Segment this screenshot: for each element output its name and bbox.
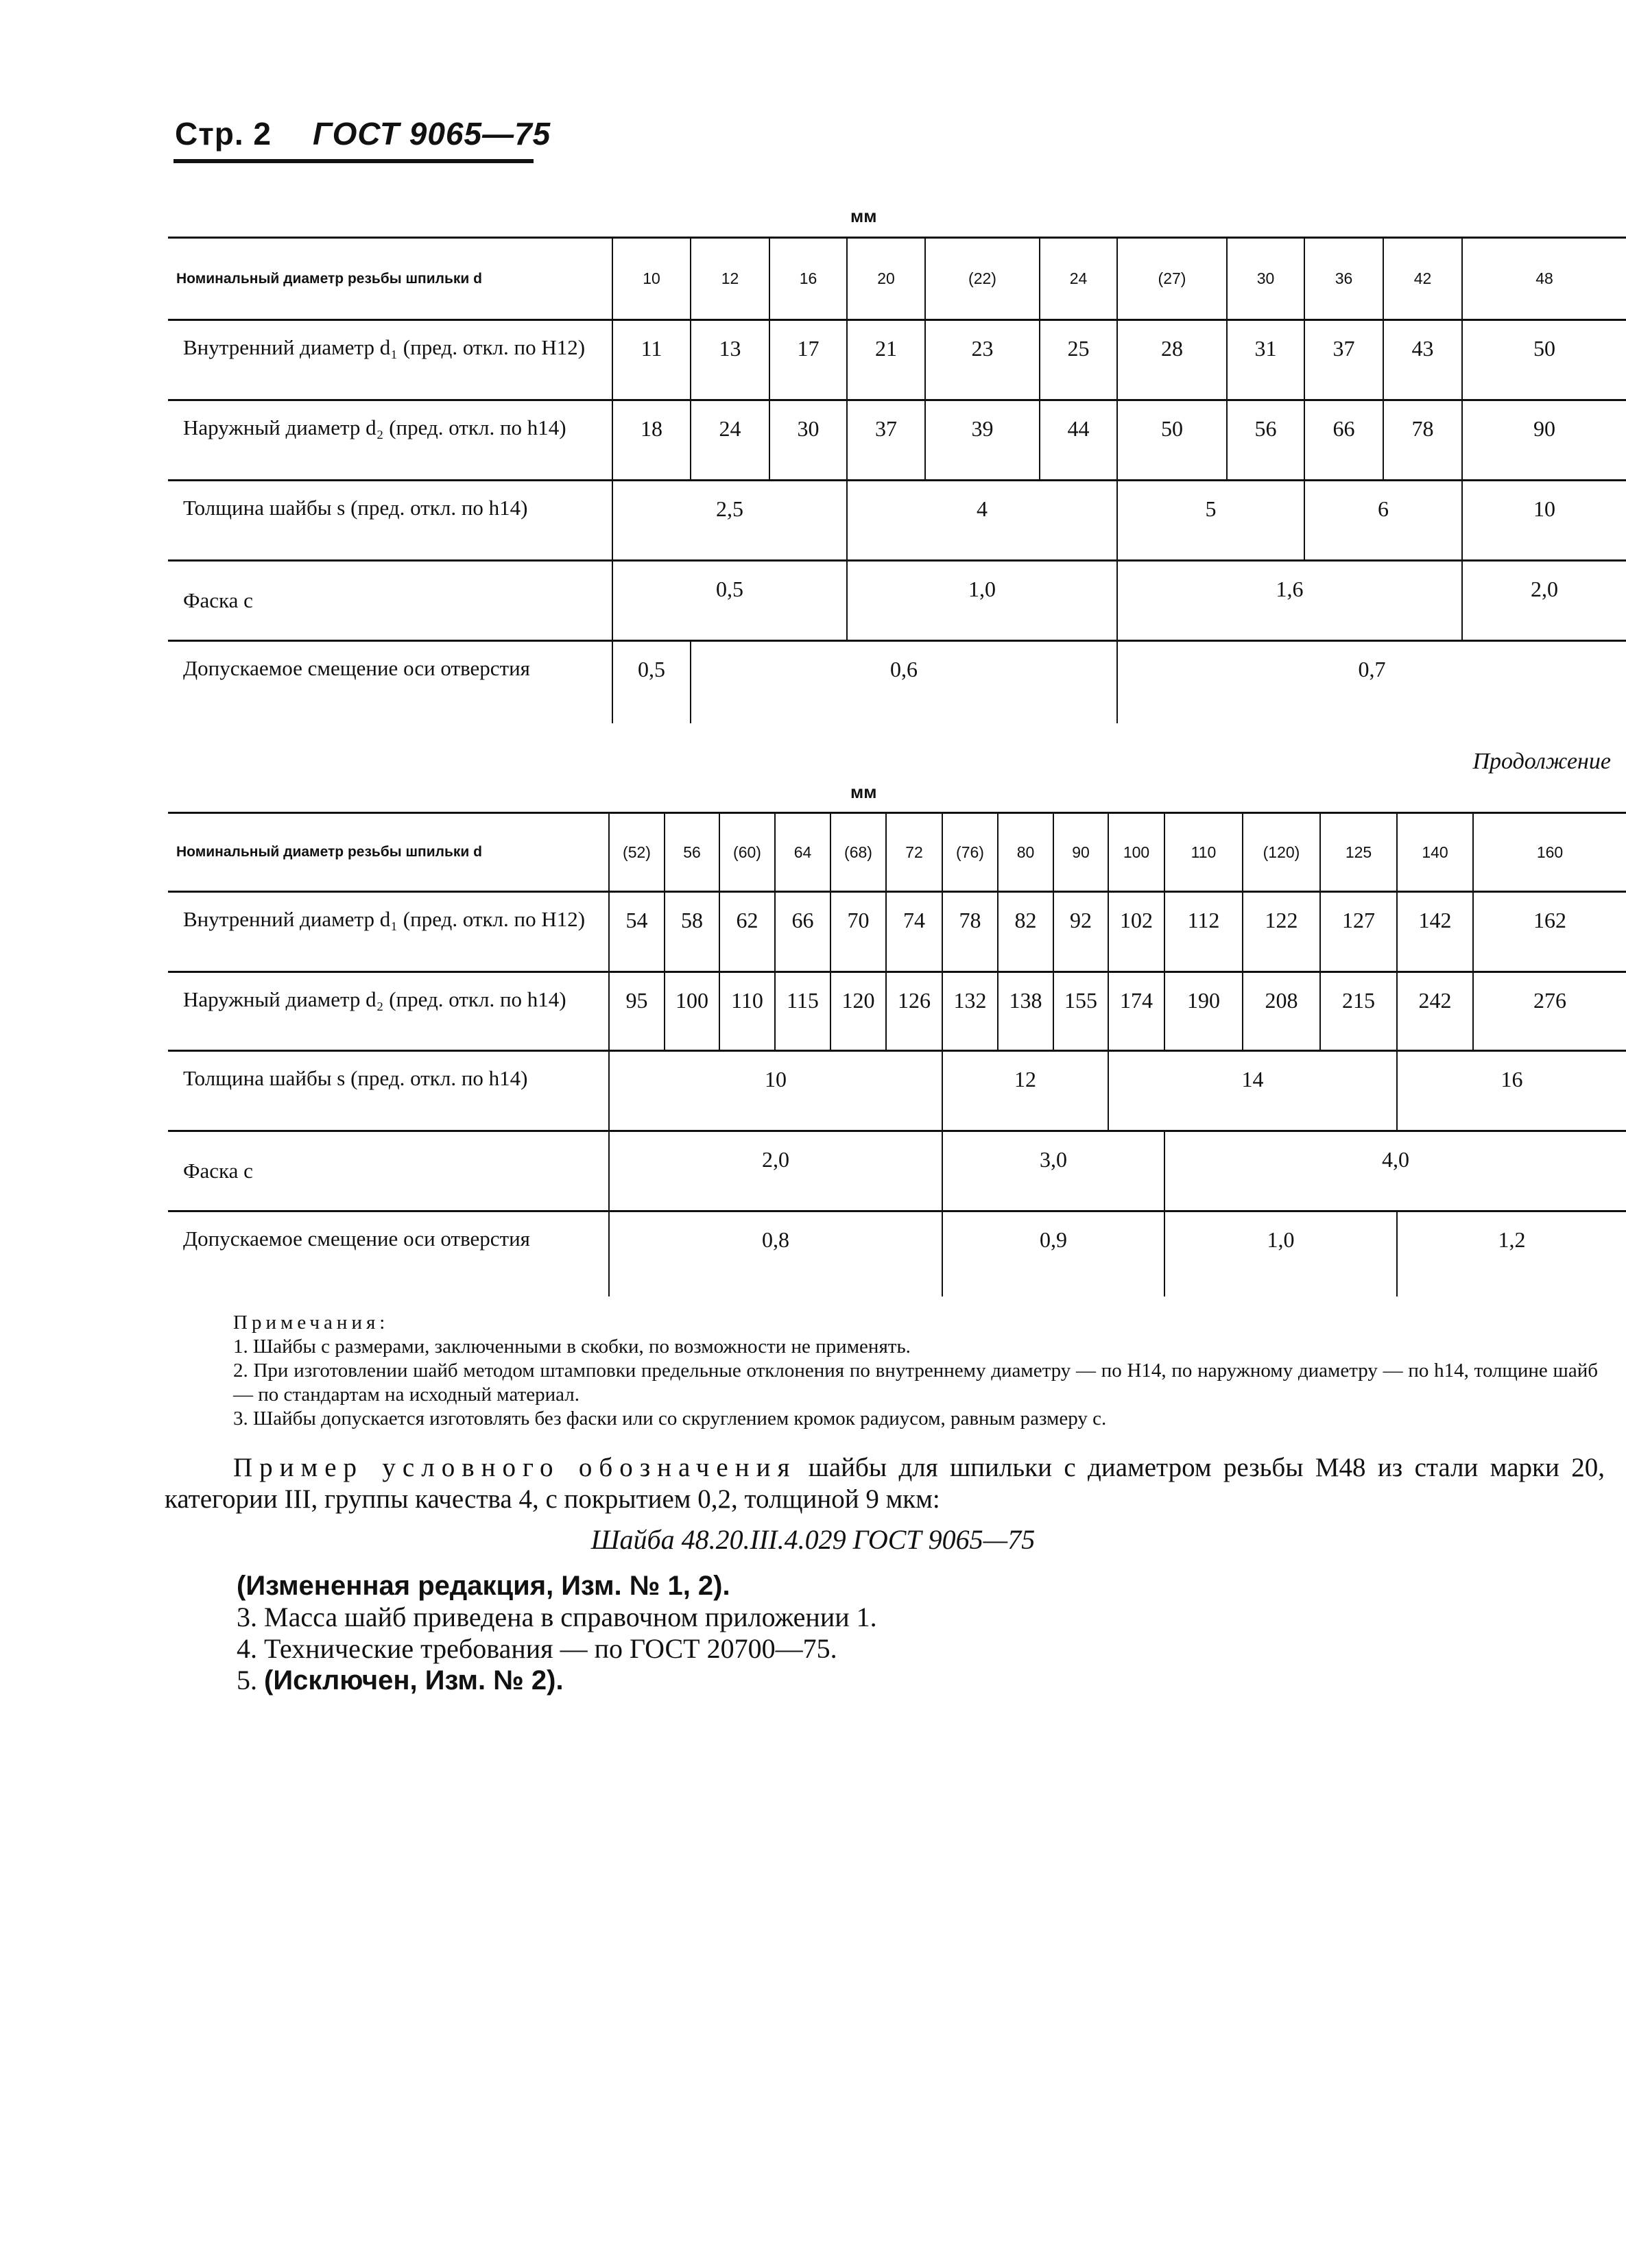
value-cell: 10 bbox=[1462, 481, 1626, 561]
row-label: Допускаемое смещение оси отверстия bbox=[183, 1227, 530, 1251]
diameter-cell: (60) bbox=[719, 813, 775, 892]
continued-label: Продолжение bbox=[1472, 749, 1611, 774]
value-cell: 78 bbox=[1383, 400, 1462, 481]
value-cell: 78 bbox=[942, 892, 998, 972]
value-cell: 6 bbox=[1304, 481, 1462, 561]
diameter-cell: 160 bbox=[1473, 813, 1626, 892]
value-cell: 14 bbox=[1108, 1051, 1397, 1131]
diameter-cell: (120) bbox=[1243, 813, 1320, 892]
value-cell: 37 bbox=[1304, 320, 1383, 400]
value-cell: 30 bbox=[769, 400, 847, 481]
diameter-cell: 140 bbox=[1397, 813, 1473, 892]
diameter-cell: 12 bbox=[691, 238, 769, 320]
value-cell: 12 bbox=[942, 1051, 1108, 1131]
value-cell: 208 bbox=[1243, 972, 1320, 1051]
table2-unit: мм bbox=[850, 782, 877, 802]
row-label: Наружный диаметр d₂ (пред. откл. по h14) bbox=[168, 400, 612, 481]
value-cell: 0,8 bbox=[609, 1211, 942, 1296]
value-cell: 2,0 bbox=[609, 1131, 942, 1211]
note-item: 1. Шайбы с размерами, заключенными в скобки, по возможности не применять. bbox=[233, 1336, 911, 1358]
value-cell: 0,5 bbox=[612, 561, 847, 641]
diameter-cell: 80 bbox=[998, 813, 1053, 892]
example-text: шайбы для шпильки с диаметром резьбы M48 из стали марки 20, категории III, группы качества 4, с покрытием 0,2, толщиной 9 мкм: bbox=[165, 1453, 1605, 1514]
diameter-cell: 72 bbox=[886, 813, 942, 892]
diameter-cell: (52) bbox=[609, 813, 665, 892]
value-cell: 1,2 bbox=[1397, 1211, 1626, 1296]
notes-title: Примечания: bbox=[233, 1312, 390, 1334]
diameter-cell: 42 bbox=[1383, 238, 1462, 320]
value-cell: 215 bbox=[1320, 972, 1397, 1051]
value-cell: 155 bbox=[1053, 972, 1108, 1051]
table-row bbox=[168, 1131, 1626, 1211]
diameter-cell: 16 bbox=[769, 238, 847, 320]
note-item-text: 2. При изготовлении шайб методом штамповки предельные отклонения по внутреннему диаметру — по H14, по наружному диаметру — по h14, толщине шайб — по стандартам на исходный материал. bbox=[233, 1360, 1598, 1406]
diameter-cell: 36 bbox=[1304, 238, 1383, 320]
value-cell: 24 bbox=[691, 400, 769, 481]
value-cell: 16 bbox=[1397, 1051, 1626, 1131]
diameter-cell: (68) bbox=[830, 813, 886, 892]
diameter-cell: 30 bbox=[1227, 238, 1304, 320]
diameter-cell: 10 bbox=[612, 238, 691, 320]
value-cell: 0,5 bbox=[612, 641, 691, 723]
value-cell: 54 bbox=[609, 892, 665, 972]
value-cell: 25 bbox=[1040, 320, 1117, 400]
table1-unit: мм bbox=[850, 206, 877, 226]
value-cell: 102 bbox=[1108, 892, 1164, 972]
table-row bbox=[168, 892, 1626, 972]
note-item: 3. Шайбы допускается изготовлять без фаски или со скруглением кромок радиусом, равным размеру c. bbox=[233, 1408, 1107, 1429]
clauses bbox=[237, 1570, 877, 1696]
value-cell: 162 bbox=[1473, 892, 1626, 972]
note-item bbox=[165, 1359, 1598, 1407]
value-cell: 39 bbox=[925, 400, 1040, 481]
table2 bbox=[168, 812, 1626, 1296]
clause-3: 3. Масса шайб приведена в справочном приложении 1. bbox=[237, 1602, 877, 1632]
value-cell: 100 bbox=[665, 972, 719, 1051]
value-cell: 21 bbox=[847, 320, 925, 400]
value-cell: 174 bbox=[1108, 972, 1164, 1051]
row-label: Фаска c bbox=[168, 1131, 609, 1211]
example-designation: Шайба 48.20.III.4.029 ГОСТ 9065—75 bbox=[590, 1524, 1036, 1555]
table-header-row bbox=[168, 238, 1626, 320]
value-cell: 2,0 bbox=[1462, 561, 1626, 641]
table-row bbox=[168, 1211, 1626, 1296]
value-cell: 62 bbox=[719, 892, 775, 972]
value-cell: 2,5 bbox=[612, 481, 847, 561]
value-cell: 66 bbox=[775, 892, 830, 972]
diameter-cell: (27) bbox=[1117, 238, 1227, 320]
revision-note: (Измененная редакция, Изм. № 1, 2). bbox=[237, 1571, 730, 1601]
page-header bbox=[175, 115, 551, 152]
value-cell: 31 bbox=[1227, 320, 1304, 400]
value-cell: 44 bbox=[1040, 400, 1117, 481]
table-row bbox=[168, 561, 1626, 641]
table-header-row bbox=[168, 813, 1626, 892]
value-cell: 126 bbox=[886, 972, 942, 1051]
value-cell: 18 bbox=[612, 400, 691, 481]
value-cell: 28 bbox=[1117, 320, 1227, 400]
value-cell: 1,0 bbox=[847, 561, 1117, 641]
row-label: Фаска c bbox=[168, 561, 612, 641]
value-cell: 242 bbox=[1397, 972, 1473, 1051]
value-cell: 58 bbox=[665, 892, 719, 972]
value-cell: 132 bbox=[942, 972, 998, 1051]
value-cell: 13 bbox=[691, 320, 769, 400]
value-cell: 110 bbox=[719, 972, 775, 1051]
value-cell: 4,0 bbox=[1164, 1131, 1626, 1211]
value-cell: 56 bbox=[1227, 400, 1304, 481]
clause-4: 4. Технические требования — по ГОСТ 20700—75. bbox=[237, 1633, 837, 1664]
value-cell: 90 bbox=[1462, 400, 1626, 481]
value-cell: 5 bbox=[1117, 481, 1304, 561]
value-cell: 50 bbox=[1117, 400, 1227, 481]
clause-5-number: 5. bbox=[237, 1665, 264, 1696]
table-row bbox=[168, 1051, 1626, 1131]
table-row bbox=[168, 400, 1626, 481]
value-cell: 37 bbox=[847, 400, 925, 481]
row-label: Внутренний диаметр d₁ (пред. откл. по H12) bbox=[168, 320, 612, 400]
diameter-cell: (76) bbox=[942, 813, 998, 892]
value-cell: 92 bbox=[1053, 892, 1108, 972]
value-cell: 70 bbox=[830, 892, 886, 972]
value-cell: 122 bbox=[1243, 892, 1320, 972]
table-row bbox=[168, 641, 1626, 723]
value-cell: 4 bbox=[847, 481, 1117, 561]
diameter-cell: 24 bbox=[1040, 238, 1117, 320]
value-cell: 120 bbox=[830, 972, 886, 1051]
value-cell: 0,7 bbox=[1117, 641, 1626, 723]
value-cell: 1,0 bbox=[1164, 1211, 1397, 1296]
value-cell: 74 bbox=[886, 892, 942, 972]
value-cell: 10 bbox=[609, 1051, 942, 1131]
diameter-cell: 110 bbox=[1164, 813, 1243, 892]
clause-5 bbox=[237, 1665, 877, 1696]
diameter-cell: 90 bbox=[1053, 813, 1108, 892]
diameter-cell: 20 bbox=[847, 238, 925, 320]
value-cell: 23 bbox=[925, 320, 1040, 400]
value-cell: 0,6 bbox=[691, 641, 1117, 723]
value-cell: 0,9 bbox=[942, 1211, 1164, 1296]
table-row bbox=[168, 972, 1626, 1051]
value-cell: 11 bbox=[612, 320, 691, 400]
row-label: Толщина шайбы s (пред. откл. по h14) bbox=[168, 481, 612, 561]
row-label: Наружный диаметр d₂ (пред. откл. по h14) bbox=[168, 972, 609, 1051]
row-label: Толщина шайбы s (пред. откл. по h14) bbox=[168, 1051, 609, 1131]
diameter-cell: 56 bbox=[665, 813, 719, 892]
value-cell: 43 bbox=[1383, 320, 1462, 400]
header-label: Номинальный диаметр резьбы шпильки d bbox=[168, 238, 612, 320]
table1 bbox=[168, 237, 1626, 723]
row-label: Допускаемое смещение оси отверстия bbox=[183, 656, 530, 680]
value-cell: 127 bbox=[1320, 892, 1397, 972]
diameter-cell: (22) bbox=[925, 238, 1040, 320]
clause-5-text: (Исключен, Изм. № 2). bbox=[264, 1665, 564, 1696]
page-number: Стр. 2 bbox=[175, 116, 272, 152]
table-row bbox=[168, 481, 1626, 561]
value-cell: 50 bbox=[1462, 320, 1626, 400]
value-cell: 17 bbox=[769, 320, 847, 400]
value-cell: 1,6 bbox=[1117, 561, 1462, 641]
value-cell: 66 bbox=[1304, 400, 1383, 481]
value-cell: 95 bbox=[609, 972, 665, 1051]
notes bbox=[233, 1311, 1598, 1431]
example-lead: Пример условного обозначения bbox=[233, 1453, 797, 1482]
diameter-cell: 64 bbox=[775, 813, 830, 892]
diameter-cell: 48 bbox=[1462, 238, 1626, 320]
value-cell: 142 bbox=[1397, 892, 1473, 972]
example-paragraph bbox=[165, 1452, 1605, 1515]
header-label: Номинальный диаметр резьбы шпильки d bbox=[168, 813, 609, 892]
value-cell: 115 bbox=[775, 972, 830, 1051]
value-cell: 3,0 bbox=[942, 1131, 1164, 1211]
value-cell: 190 bbox=[1164, 972, 1243, 1051]
standard-number: ГОСТ 9065—75 bbox=[313, 116, 551, 152]
value-cell: 112 bbox=[1164, 892, 1243, 972]
row-label: Внутренний диаметр d₁ (пред. откл. по H12) bbox=[168, 892, 609, 972]
header-underline bbox=[174, 159, 534, 163]
value-cell: 276 bbox=[1473, 972, 1626, 1051]
value-cell: 138 bbox=[998, 972, 1053, 1051]
diameter-cell: 100 bbox=[1108, 813, 1164, 892]
diameter-cell: 125 bbox=[1320, 813, 1397, 892]
value-cell: 82 bbox=[998, 892, 1053, 972]
table-row bbox=[168, 320, 1626, 400]
